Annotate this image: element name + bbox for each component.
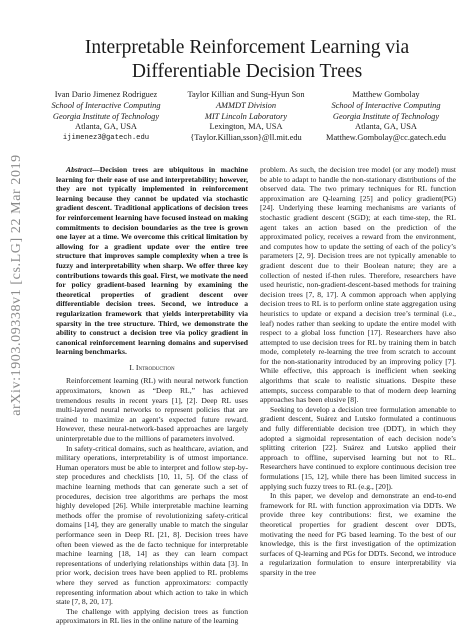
right-column: [260, 165, 456, 578]
author-name: Matthew Gombolay: [352, 90, 420, 99]
author-email: ijimenez3@gatech.edu: [62, 134, 150, 143]
author-3: [316, 90, 456, 144]
author-institution: Georgia Institute of Technology: [332, 111, 440, 121]
author-2: [176, 90, 316, 144]
author-affiliation: AMMDT Division: [215, 100, 277, 110]
author-location: Lexington, MA, USA: [209, 122, 283, 132]
section-heading-introduction: I. Introduction: [129, 362, 175, 372]
author-name: Taylor Killian and Sung-Hyun Son: [187, 90, 305, 99]
body-paragraph: Reinforcement learning (RL) with neural network function approximators, known as “Deep RL,” has achieved tremendous results in recent years [1], [2]. Deep RL uses multi-layered neural networks to represent policies that are trained to maximize an agent’s expected future reward. However, these neural-network-based approaches are largely uninterpretable due to the millions of parameters involved.: [56, 376, 248, 444]
abstract: [56, 165, 248, 357]
author-affiliation: School of Interactive Computing: [51, 100, 161, 110]
author-institution: MIT Lincoln Laboratory: [204, 111, 288, 121]
author-location: Atlanta, GA, USA: [75, 122, 137, 132]
author-affiliation: School of Interactive Computing: [331, 100, 441, 110]
arxiv-side-stamp: [6, 120, 28, 450]
body-paragraph: In safety-critical domains, such as healthcare, aviation, and military operations, interpretability is of utmost importance. Human operators must be able to interpret and follow step-by-step procedures and checklists [10, 11, 5]. Of the class of machine learning methods that can generate such a set of procedures, decision tree algorithms are perhaps the most highly developed [26]. While interpretable machine learning methods offer the promise of revolutionizing safety-critical domains [14], they are generally unable to match the singular performance seen in Deep RL [21, 8]. Decision trees have often been viewed as the de facto technique for interpretable machine learning [18, 14] as they can learn compact representations of underlying relationships within data [3]. In prior work, decision trees have been applied to RL problems where they served as function approximators: compactly representing information about which action to take in which state [7, 8, 20, 17].: [56, 443, 248, 607]
title-line-1: Interpretable Reinforcement Learning via: [84, 37, 410, 58]
author-name: Ivan Dario Jimenez Rodriguez: [54, 90, 158, 99]
author-1: [36, 90, 176, 144]
author-email: Matthew.Gombolay@cc.gatech.edu: [326, 133, 446, 143]
author-institution: Georgia Institute of Technology: [52, 111, 160, 121]
body-paragraph: In this paper, we develop and demonstrate an end-to-end framework for RL with function approximation via DDTs. We provide three key contributions: first, we examine the theoretical properties for gradient descent over DDTs, motivating the need for PG based learning. To the best of our knowledge, this is the first investigation of the optimization surfaces of Q-learning and PGs for DDTs. Second, we introduce a regularization formulation to ensure interpretability via sparsity in the tree: [260, 491, 456, 577]
body-paragraph: problem. As such, the decision tree model (or any model) must be able to adapt to handle the non-stationary distributions of the observed data. The two primary techniques for RL function approximation are Q-learning [25] and policy gradient(PG) [24]. Underlying these learning mechanisms are variants of stochastic gradient descent (SGD); at each time-step, the RL agent takes an action based on the prediction of the approximated policy, receives a reward from the environment, and computes how to update the setting of each of the policy’s parameters [2, 9]. Decision trees are not typically amenable to gradient descent due to their Boolean nature; they are a collection of nested if-then rules. Therefore, researchers have used heuristic, non-gradient-descent-based methods for training decision trees [7, 8, 17]. A common approach when applying decision trees to RL is to perform online state aggregation using heuristics to update or expand a decision tree’s terminal (i.e., leaf) nodes rather than seeking to update the entire model with respect to a global loss function [17]. Researchers have also attempted to use decision trees for RL by training them in batch mode, completely re-learning the tree from scratch to account for the non-stationarity introduced by an improving policy [7]. While effective, this approach is inefficient when seeking algorithms that scale to realistic situations. Despite these attempts, success comparable to that of modern deep learning approaches has been elusive [8].: [260, 165, 456, 405]
arxiv-identifier: arXiv:1903.09338v1 [cs.LG] 22 Mar 2019: [9, 154, 25, 416]
body-paragraph: Seeking to develop a decision tree formulation amenable to gradient descent, Suárez and Lutsko formulated a continuous and fully differentiable decision tree (DDT), in which they adopted a sigmoidal representation of each decision node’s splitting criterion [22]. Suárez and Lutsko applied their approach to offline, supervised learning but not to RL. Researchers have continued to explore continuous decision tree formulations [15, 12], while there has been limited success in applying such fuzzy trees to RL (e.g., [20]).: [260, 404, 456, 491]
author-location: Atlanta, GA, USA: [355, 122, 417, 132]
author-email: {Taylor.Killian,sson}@ll.mit.edu: [190, 133, 302, 143]
author-block: [36, 90, 456, 144]
body-paragraph: The challenge with applying decision trees as function approximators in RL lies in the online nature of the learning: [56, 606, 248, 626]
paper-title: [40, 36, 454, 84]
abstract-text: —Decision trees are ubiquitous in machine learning for their ease of use and interpretability; however, they are not typically implemented in reinforcement learning because they cannot be updated via stochastic gradient descent. Traditional applications of decision trees for reinforcement learning have focused instead on making commitments to decision boundaries as the tree is grown one layer at a time. We overcome this critical limitation by allowing for a gradient update over the entire tree structure that improves sample complexity when a tree is fuzzy and interpretability when sharp. We offer three key contributions towards this goal. First, we motivate the need for policy gradient-based learning by examining the theoretical properties of gradient descent over differentiable decision trees. Second, we introduce a regularization framework that yields interpretability via sparsity in the tree structure. Third, we demonstrate the ability to construct a decision tree via policy gradient in canonical reinforcement learning domains and supervised learning benchmarks.: [56, 165, 248, 357]
left-column: [56, 165, 248, 626]
abstract-label: Abstract: [66, 165, 93, 174]
title-line-2: Differentiable Decision Trees: [131, 61, 363, 82]
